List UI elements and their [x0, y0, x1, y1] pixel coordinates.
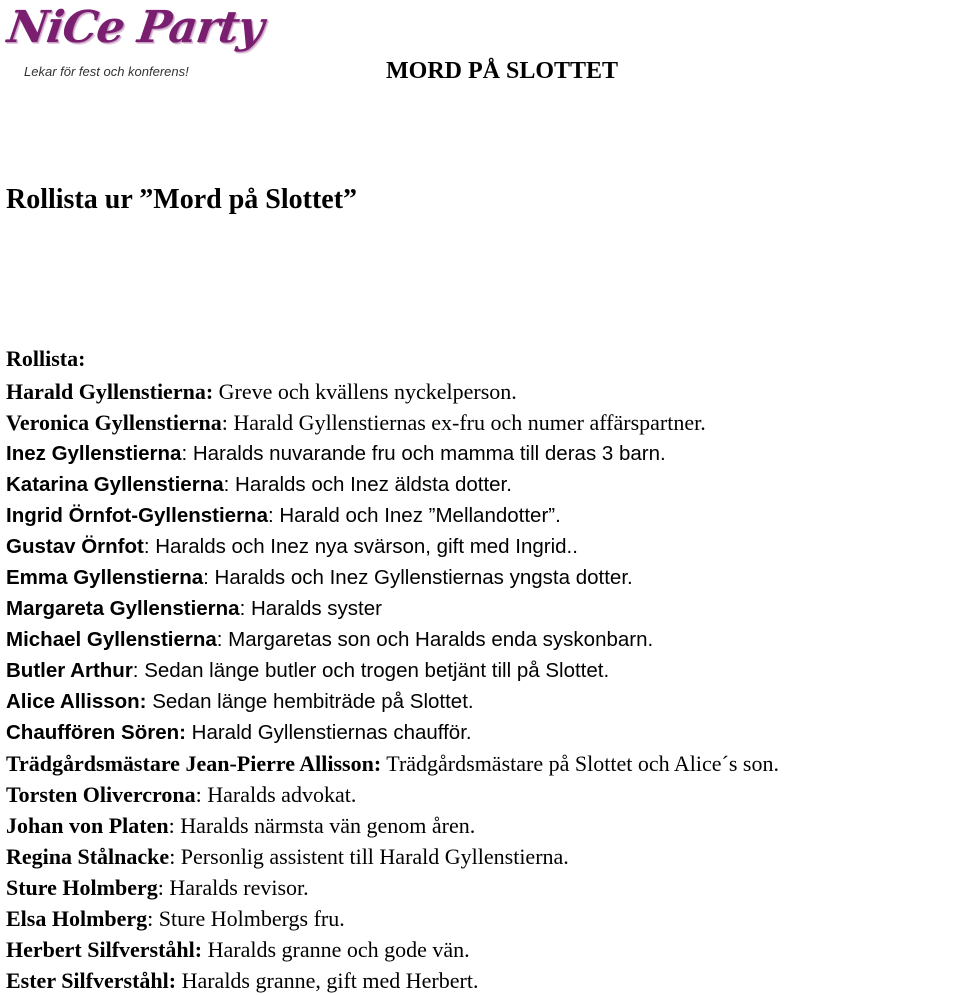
cast-item [6, 841, 958, 872]
role-description: : Personlig assistent till Harald Gyllenstierna. [169, 844, 569, 869]
cast-item [6, 872, 958, 903]
logo-tagline: Lekar för fest och konferens! [24, 64, 189, 79]
role-description: : Haralds revisor. [157, 875, 309, 900]
cast-item [6, 655, 958, 686]
role-name: Michael Gyllenstierna [6, 628, 217, 651]
cast-item [6, 717, 958, 748]
role-description: Greve och kvällens nyckelperson. [213, 379, 517, 404]
role-description: : Haralds advokat. [195, 782, 357, 807]
role-description: : Haralds nuvarande fru och mamma till deras 3 barn. [181, 442, 666, 465]
cast-item [6, 593, 958, 624]
cast-item [6, 376, 958, 407]
role-description: : Harald Gyllenstiernas ex-fru och numer affärspartner. [221, 410, 706, 435]
cast-item [6, 779, 958, 810]
role-name: Elsa Holmberg [6, 906, 148, 931]
cast-item [6, 934, 958, 965]
section-heading: Rollista ur ”Mord på Slottet” [6, 184, 358, 215]
role-name: Johan von Platen [6, 813, 169, 838]
cast-item [6, 438, 958, 469]
cast-item [6, 903, 958, 934]
cast-item [6, 469, 958, 500]
role-name: Ester Silfverståhl: [6, 968, 177, 993]
role-description: : Harald och Inez ”Mellandotter”. [267, 504, 561, 527]
cast-list [6, 376, 958, 996]
logo-brand: NiCe Party [4, 2, 267, 53]
role-name: Inez Gyllenstierna [6, 442, 182, 465]
role-name: Chauffören Sören: [6, 721, 186, 744]
role-description: Trädgårdsmästare på Slottet och Alice´s son. [381, 751, 779, 776]
cast-item [6, 531, 958, 562]
nice-party-logo [4, 2, 267, 86]
cast-item [6, 500, 958, 531]
role-description: : Haralds och Inez äldsta dotter. [223, 473, 512, 496]
role-description: Harald Gyllenstiernas chaufför. [185, 721, 472, 744]
cast-item [6, 965, 958, 996]
role-name: Herbert Silfverståhl: [6, 937, 203, 962]
role-description: : Haralds syster [239, 597, 382, 620]
role-name: Trädgårdsmästare Jean-Pierre Allisson: [6, 751, 382, 776]
cast-item [6, 686, 958, 717]
role-description: : Sture Holmbergs fru. [147, 906, 345, 931]
cast-list-label: Rollista: [6, 346, 86, 371]
cast-item [6, 407, 958, 438]
role-name: Butler Arthur [6, 659, 133, 682]
role-description: Sedan länge hembiträde på Slottet. [146, 690, 474, 713]
role-description: : Haralds och Inez Gyllenstiernas yngsta dotter. [203, 566, 633, 589]
role-name: Gustav Örnfot [6, 535, 144, 558]
role-name: Alice Allisson: [6, 690, 147, 713]
cast-item [6, 562, 958, 593]
role-name: Veronica Gyllenstierna [6, 410, 222, 435]
cast-item [6, 624, 958, 655]
role-name: Torsten Olivercrona [6, 782, 196, 807]
role-description: Haralds granne och gode vän. [202, 937, 470, 962]
role-name: Margareta Gyllenstierna [6, 597, 240, 620]
cast-item [6, 810, 958, 841]
role-name: Ingrid Örnfot-Gyllenstierna [6, 504, 268, 527]
cast-item [6, 748, 958, 779]
role-name: Regina Stålnacke [6, 844, 170, 869]
role-description: : Haralds och Inez nya svärson, gift med Ingrid.. [143, 535, 578, 558]
role-description: : Margaretas son och Haralds enda syskonbarn. [216, 628, 654, 651]
role-name: Katarina Gyllenstierna [6, 473, 224, 496]
role-name: Sture Holmberg [6, 875, 158, 900]
role-name: Harald Gyllenstierna: [6, 379, 214, 404]
document-title: MORD PÅ SLOTTET [386, 58, 619, 84]
role-description: : Sedan länge butler och trogen betjänt till på Slottet. [132, 659, 610, 682]
role-description: : Haralds närmsta vän genom åren. [168, 813, 476, 838]
role-name: Emma Gyllenstierna [6, 566, 204, 589]
role-description: Haralds granne, gift med Herbert. [176, 968, 479, 993]
